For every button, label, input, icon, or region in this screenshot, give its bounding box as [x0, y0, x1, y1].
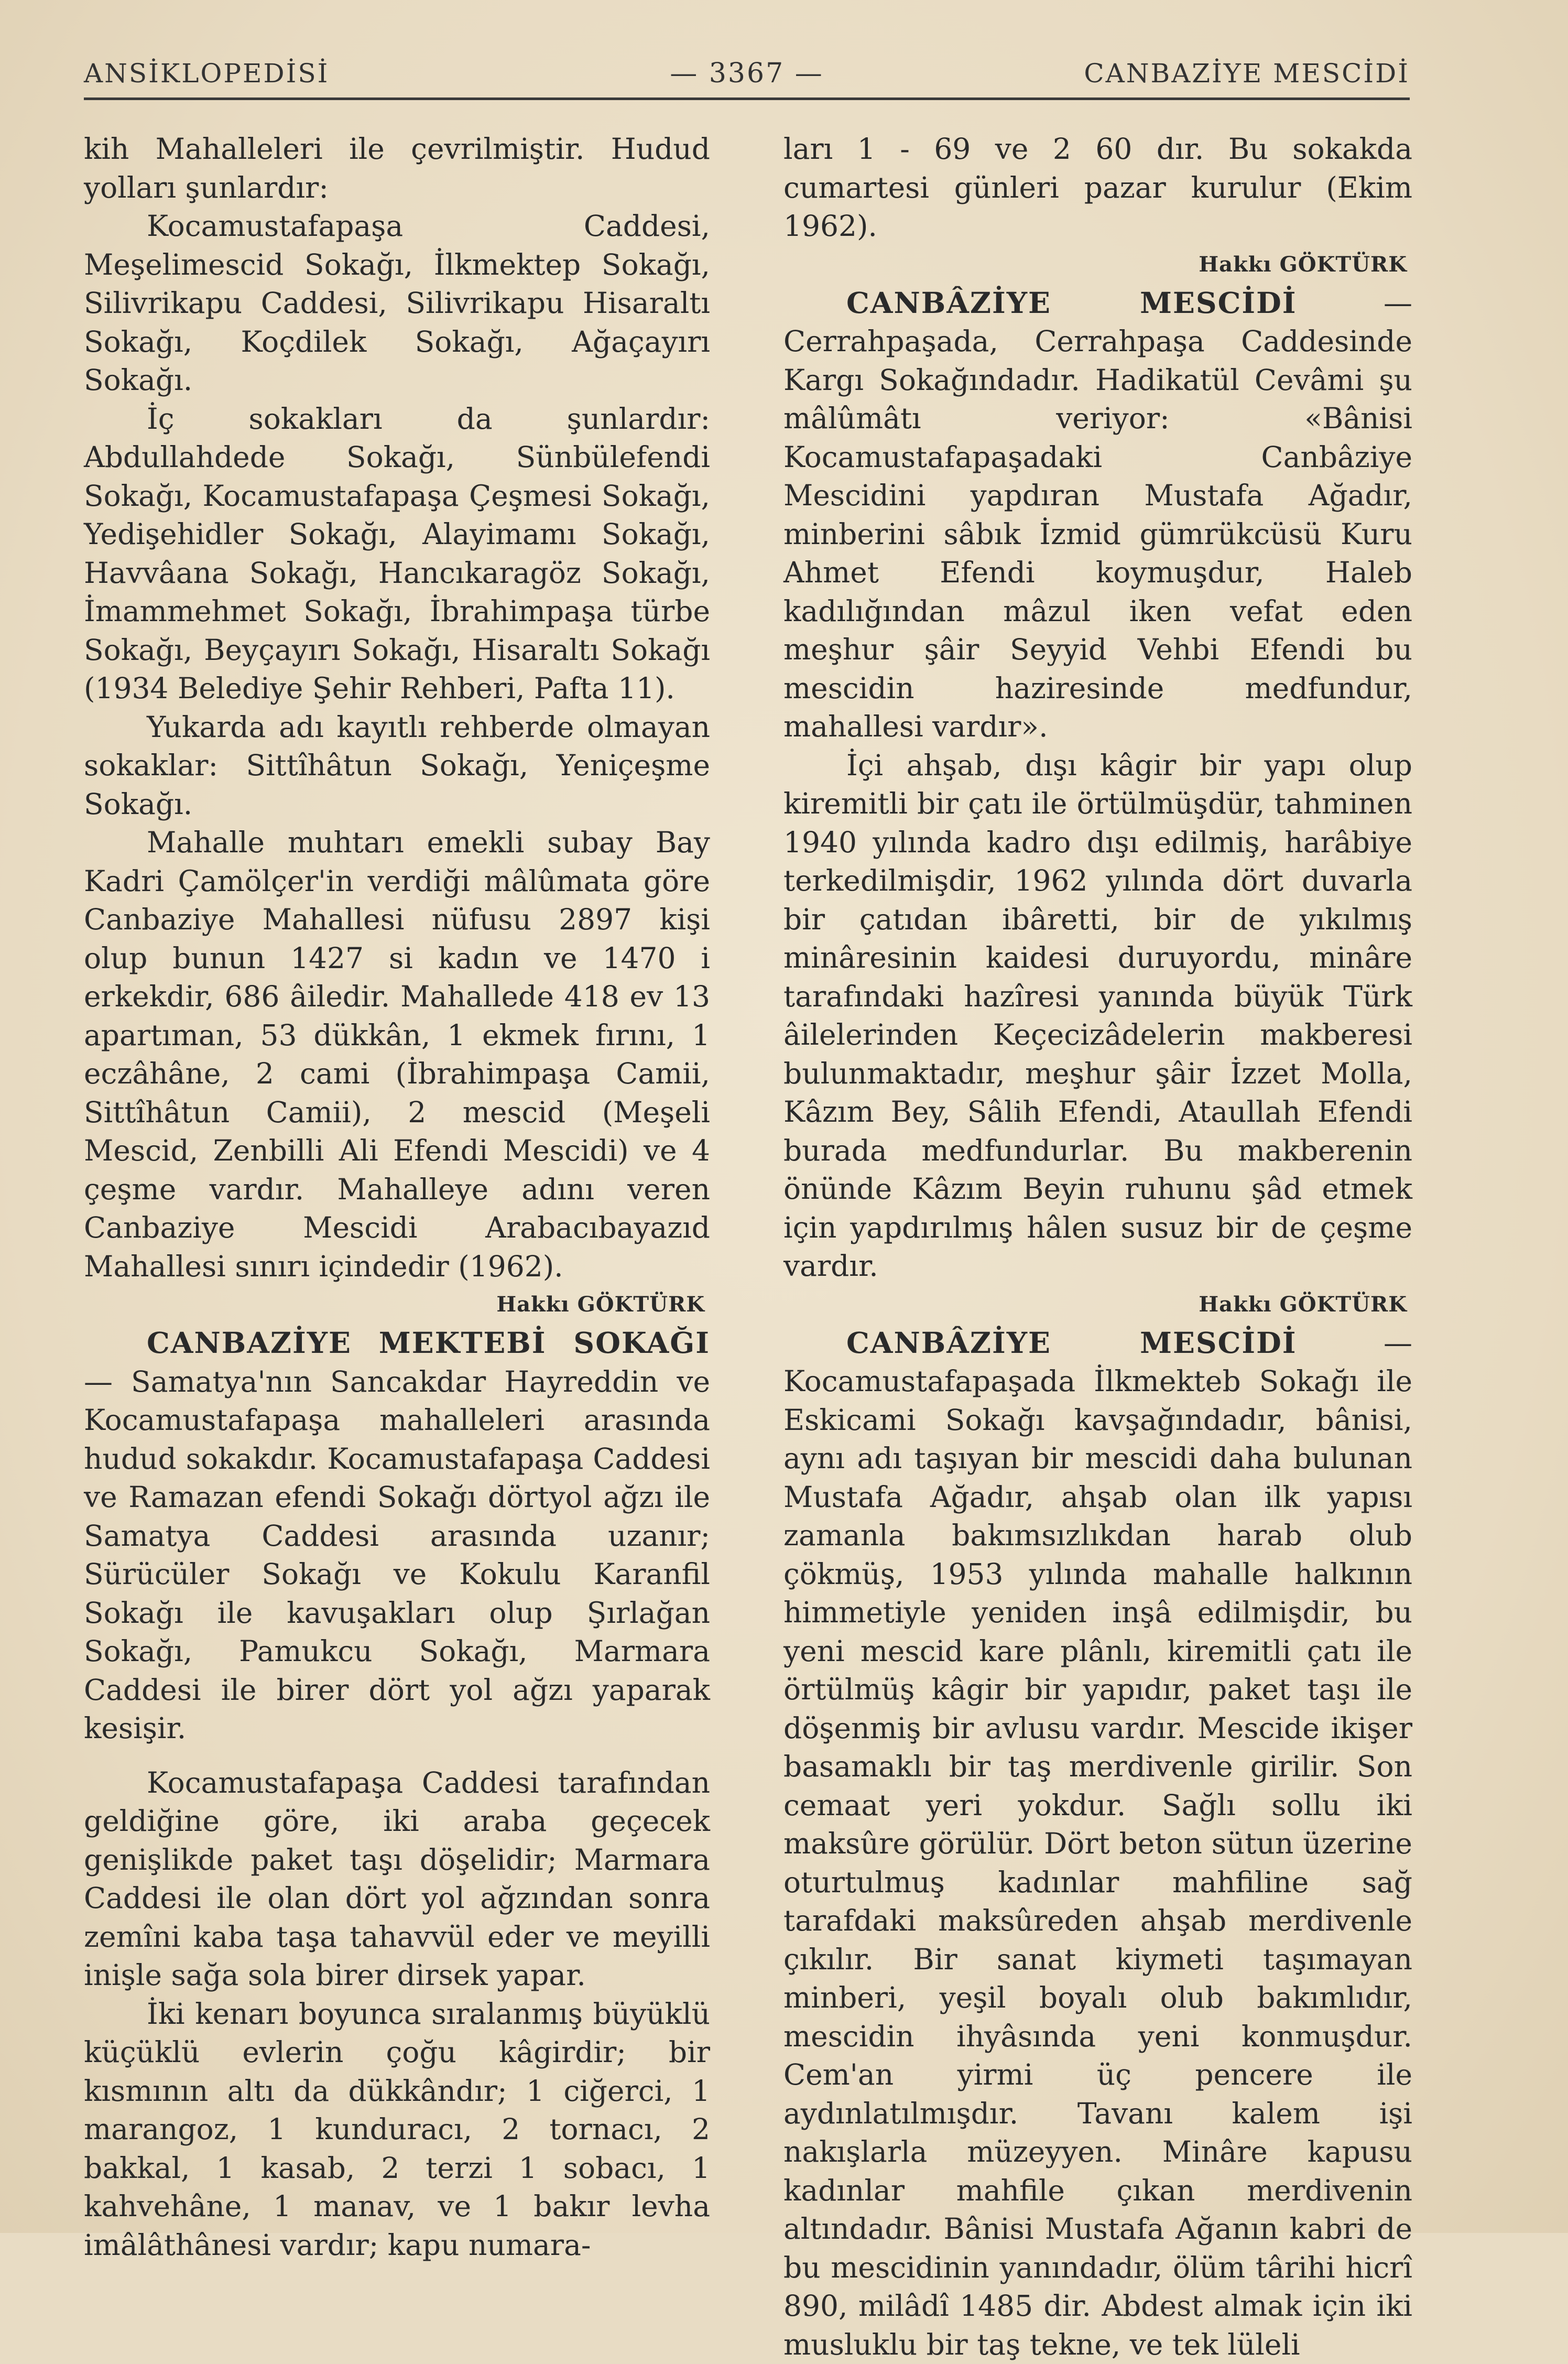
- author-signature: Hakkı GÖKTÜRK: [84, 1286, 710, 1324]
- paragraph: ları 1 - 69 ve 2 60 dır. Bu sokakda cumartesi günleri pazar kurulur (Ekim 1962).: [783, 130, 1412, 246]
- entry-text: — Samatya'nın Sancakdar Hayreddin ve Kocamustafapaşa mahalleleri arasında hudud sokakdır. Kocamustafapaşa Caddesi ve Ramazan efendi Sokağı dörtyol ağzı ile Samatya Caddesi arasında uzanır; Sürücüler Sokağı ve Kokulu Karanfil Sokağı ile kavuşakları olup Şırlağan Sokağı, Pamukcu Sokağı, Marmara Caddesi ile birer dört yol ağzı yaparak kesişir.: [84, 1365, 710, 1745]
- entry-paragraph: [84, 1324, 710, 1748]
- left-column: [84, 130, 710, 2264]
- paragraph: Mahalle muhtarı emekli subay Bay Kadri Çamölçer'in verdiği mâlûmata göre Canbaziye Mahallesi nüfusu 2897 kişi olup bunun 1427 si kadın ve 1470 i erkekdir, 686 âiledir. Mahallede 418 ev 13 apartıman, 53 dükkân, 1 ekmek fırını, 1 eczâhâne, 2 cami (İbrahimpaşa Camii, Sittîhâtun Camii), 2 mescid (Meşeli Mescid, Zenbilli Ali Efendi Mescidi) ve 4 çeşme vardır. Mahalleye adını veren Canbaziye Mescidi Arabacıbayazıd Mahallesi sınırı içindedir (1962).: [84, 823, 710, 1286]
- entry-text: — Kocamustafapaşada İlkmekteb Sokağı ile Eskicami Sokağı kavşağındadır, bânisi, aynı adı taşıyan bir mescidi daha bulunan Mustafa Ağadır, ahşab olan ilk yapısı zamanla bakımsızlıkdan harab olub çökmüş, 1953 yılında mahalle halkının himmetiyle yeniden inşâ edilmişdir, bu yeni mescid kare plânlı, kiremitli çatı ile örtülmüş kâgir bir yapıdır, paket taşı ile döşenmiş bir avlusu vardır. Mescide ikişer basamaklı bir taş merdivenle girilir. Son cemaat yeri yokdur. Sağlı sollu iki maksûre görülür. Dört beton sütun üzerine oturtulmuş kadınlar mahfiline sağ tarafdaki maksûreden ahşab merdivenle çıkılır. Bir sanat kiymeti taşımayan minberi, yeşil boyalı olub bakımlıdır, mescidin ihyâsında yeni konmuşdur. Cem'an yirmi üç pencere ile aydınlatılmışdır. Tavanı kalem işi nakışlarla müzeyyen. Minâre kapusu kadınlar mahfile çıkan merdivenin altındadır. Bânisi Mustafa Ağanın kabri de bu mescidinin yanındadır, ölüm târihi hicrî 890, milâdî 1485 dir. Abdest almak için iki musluklu bir taş tekne, ve tek lüleli: [783, 1326, 1412, 2361]
- entry-paragraph: [783, 284, 1412, 746]
- header-right-title: CANBAZİYE MESCİDİ: [1043, 58, 1410, 89]
- header-left-title: ANSİKLOPEDİSİ: [84, 58, 451, 89]
- page-number: — 3367 —: [451, 58, 1043, 89]
- paragraph: Yukarda adı kayıtlı rehberde olmayan sokaklar: Sittîhâtun Sokağı, Yeniçeşme Sokağı.: [84, 708, 710, 824]
- right-column: [783, 130, 1412, 2364]
- author-signature: Hakkı GÖKTÜRK: [783, 1286, 1412, 1324]
- entry-text: — Cerrahpaşada, Cerrahpaşa Caddesinde Kargı Sokağındadır. Hadikatül Cevâmi şu mâlûmâtı veriyor: «Bânisi Kocamustafapaşadaki Canbâziye Mescidini yapdıran Mustafa Ağadır, minberini sâbık İzmid gümrükcüsü Kuru Ahmet Efendi koymuşdur, Haleb kadılığından mâzul iken vefat eden meşhur şâir Seyyid Vehbi Efendi bu mescidin haziresinde medfundur, mahallesi vardır».: [783, 286, 1412, 744]
- entry-heading: CANBÂZİYE MESCİDİ: [846, 286, 1297, 320]
- author-signature: Hakkı GÖKTÜRK: [783, 246, 1412, 284]
- running-header: [84, 52, 1410, 94]
- entry-heading: CANBÂZİYE MESCİDİ: [846, 1326, 1297, 1360]
- paragraph: İç sokakları da şunlardır: Abdullahdede Sokağı, Sünbülefendi Sokağı, Kocamustafapaşa Çeşmesi Sokağı, Yedişehidler Sokağı, Alayimamı Sokağı, Havvâana Sokağı, Hancıkaragöz Sokağı, İmammehmet Sokağı, İbrahimpaşa türbe Sokağı, Beyçayırı Sokağı, Hisaraltı Sokağı (1934 Belediye Şehir Rehberi, Pafta 11).: [84, 400, 710, 708]
- paragraph: Kocamustafapaşa Caddesi, Meşelimescid Sokağı, İlkmektep Sokağı, Silivrikapu Caddesi, Silivrikapu Hisaraltı Sokağı, Koçdilek Sokağı, Ağaçayırı Sokağı.: [84, 207, 710, 400]
- paragraph: İçi ahşab, dışı kâgir bir yapı olup kiremitli bir çatı ile örtülmüşdür, tahminen 1940 yılında kadro dışı edilmiş, harâbiye terkedilmişdir, 1962 yılında dört duvarla bir çatıdan ibâretti, bir de yıkılmış minâresinin kaidesi duruyordu, minâre tarafındaki hazîresi yanında büyük Türk âilelerinden Keçecizâdelerin makberesi bulunmaktadır, meşhur şâir İzzet Molla, Kâzım Bey, Sâlih Efendi, Ataullah Efendi burada medfundurlar. Bu makberenin önünde Kâzım Beyin ruhunu şâd etmek için yapdırılmış hâlen susuz bir de çeşme vardır.: [783, 746, 1412, 1286]
- entry-heading: CANBAZİYE MEKTEBİ SOKAĞI: [147, 1326, 710, 1360]
- entry-paragraph: [783, 1324, 1412, 2364]
- paragraph: İki kenarı boyunca sıralanmış büyüklü küçüklü evlerin çoğu kâgirdir; bir kısmının altı da dükkândır; 1 ciğerci, 1 marangoz, 1 kunduracı, 2 tornacı, 2 bakkal, 1 kasab, 2 terzi 1 sobacı, 1 kahvehâne, 1 manav, ve 1 bakır levha imâlâthânesi vardır; kapu numara-: [84, 1995, 710, 2265]
- paragraph: kih Mahalleleri ile çevrilmiştir. Hudud yolları şunlardır:: [84, 130, 710, 207]
- paragraph: Kocamustafapaşa Caddesi tarafından geldiğine göre, iki araba geçecek genişlikde paket taşı döşelidir; Marmara Caddesi ile olan dört yol ağzından sonra zemîni kaba taşa tahavvül eder ve meyilli inişle sağa sola birer dirsek yapar.: [84, 1764, 710, 1995]
- header-rule: [84, 97, 1410, 100]
